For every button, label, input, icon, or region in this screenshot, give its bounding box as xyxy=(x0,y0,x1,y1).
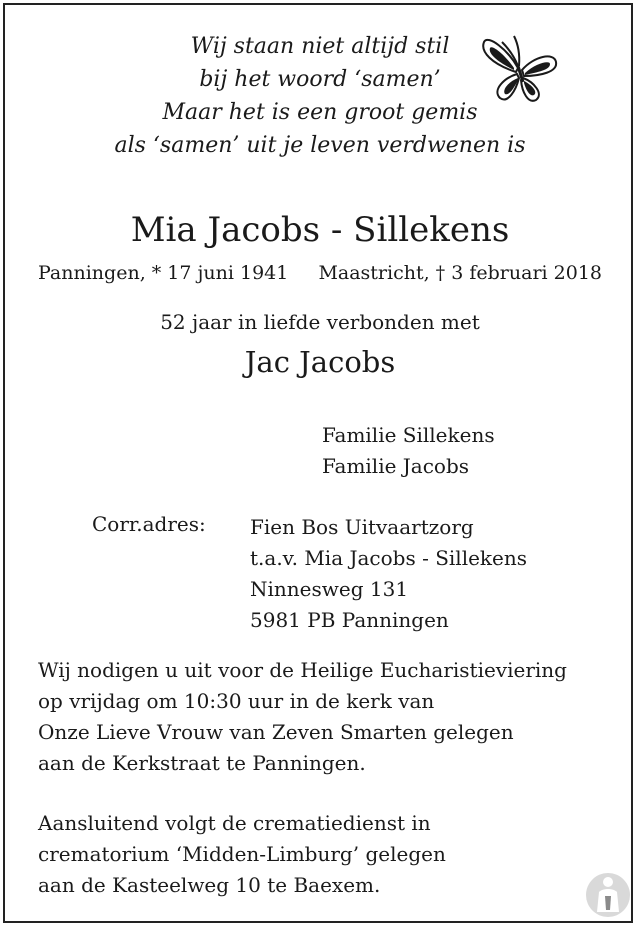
service-line: aan de Kerkstraat te Panningen. xyxy=(38,751,366,775)
birth-info: Panningen, * 17 juni 1941 xyxy=(38,262,289,284)
poem xyxy=(100,30,540,162)
partner-name: Jac Jacobs xyxy=(244,345,396,379)
address-line: 5981 PB Panningen xyxy=(250,608,449,632)
cremation-line: aan de Kasteelweg 10 te Baexem. xyxy=(38,873,381,897)
service-line: Onze Lieve Vrouw van Zeven Smarten gelegen xyxy=(38,720,514,744)
family-name: Familie Jacobs xyxy=(322,454,470,478)
cremation-paragraph xyxy=(38,808,618,901)
service-line: op vrijdag om 10:30 uur in de kerk van xyxy=(38,689,435,713)
poem-line: Maar het is een groot gemis xyxy=(162,100,478,125)
correspondence-address xyxy=(250,512,527,636)
cremation-line: crematorium ‘Midden-Limburg’ gelegen xyxy=(38,842,446,866)
deceased-name: Mia Jacobs - Sillekens xyxy=(130,210,510,250)
mourner-logo-icon xyxy=(585,872,631,918)
poem-line: Wij staan niet altijd stil xyxy=(190,34,450,59)
cremation-line: Aansluitend volgt de crematiedienst in xyxy=(38,811,431,835)
address-line: Ninnesweg 131 xyxy=(250,577,409,601)
poem-line: bij het woord ‘samen’ xyxy=(199,67,441,92)
butterfly-icon xyxy=(478,30,560,112)
service-line: Wij nodigen u uit voor de Heilige Eucharistieviering xyxy=(38,658,567,682)
address-line: Fien Bos Uitvaartzorg xyxy=(250,515,474,539)
death-info: Maastricht, † 3 februari 2018 xyxy=(318,262,602,284)
correspondence-label: Corr.adres: xyxy=(92,512,206,536)
service-paragraph xyxy=(38,655,618,779)
address-line: t.a.v. Mia Jacobs - Sillekens xyxy=(250,546,528,570)
family-name: Familie Sillekens xyxy=(322,423,495,447)
poem-line: als ‘samen’ uit je leven verdwenen is xyxy=(114,133,526,158)
marriage-text: 52 jaar in liefde verbonden met xyxy=(160,310,480,334)
family-list xyxy=(322,420,495,482)
